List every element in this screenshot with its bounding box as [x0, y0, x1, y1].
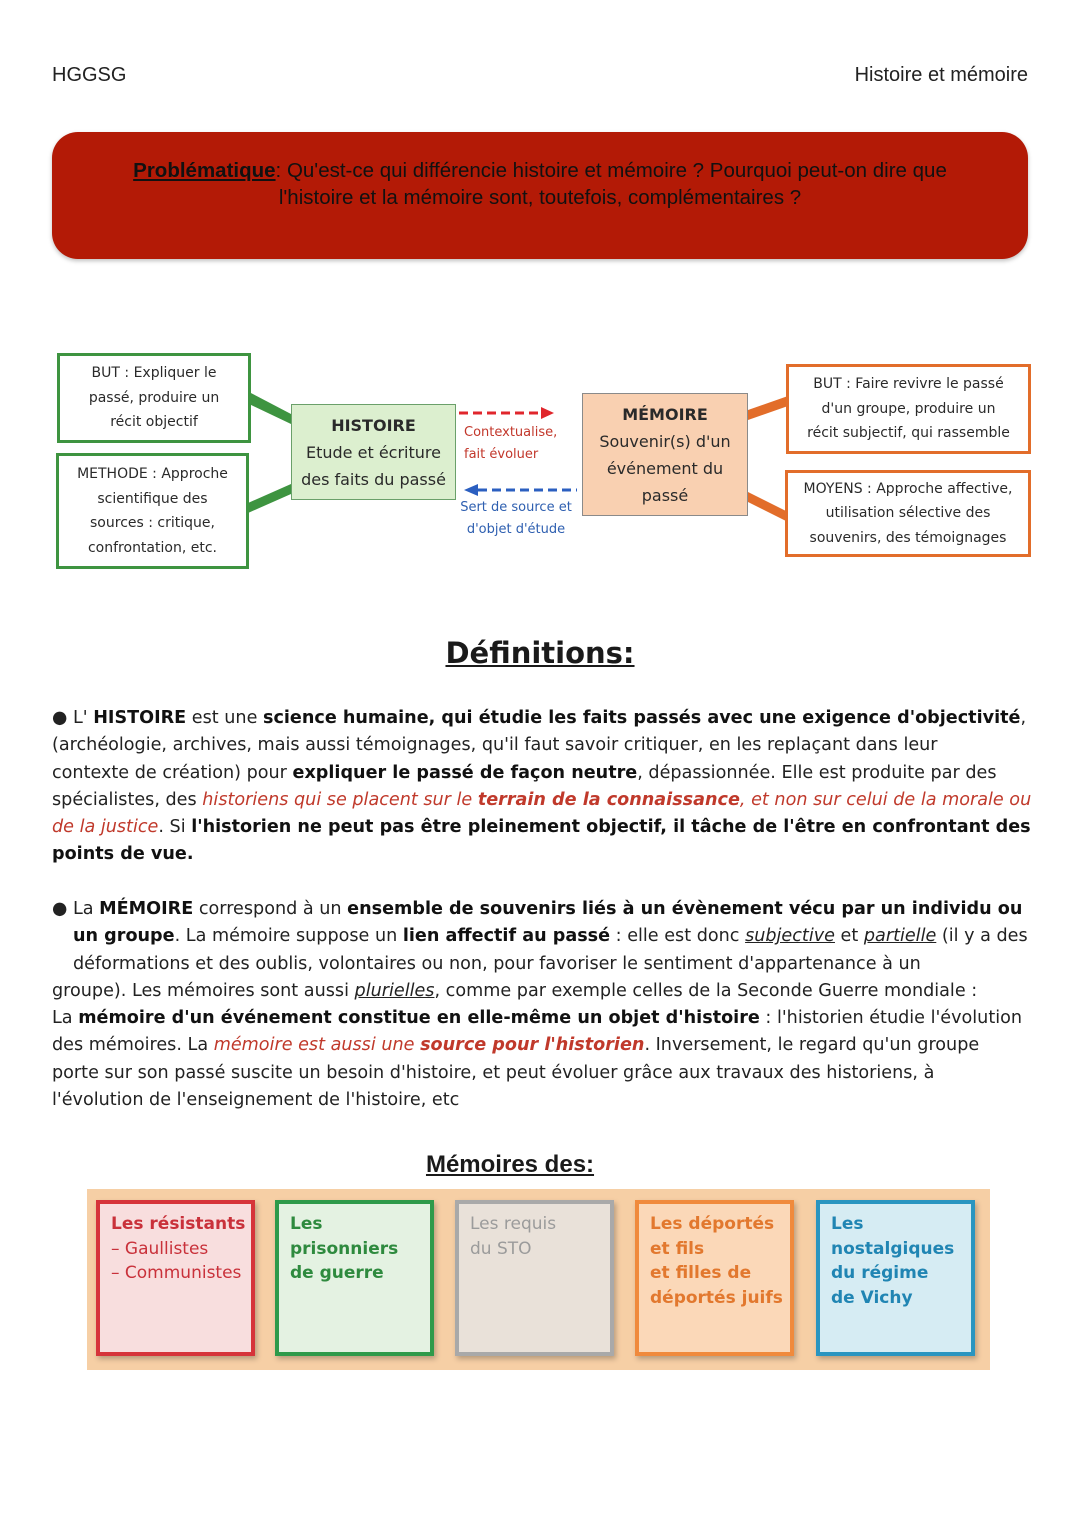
but-histoire-line: passé, produire un — [88, 389, 220, 406]
card-line: Les — [831, 1214, 864, 1234]
histoire-line: des faits du passé — [301, 469, 446, 489]
memoire-card-sto — [455, 1200, 614, 1356]
memoire-line: événement du — [606, 458, 724, 478]
arrow-head-left — [464, 484, 478, 496]
memoire-card-prisonniers — [275, 1200, 434, 1356]
card-line: de guerre — [290, 1263, 384, 1284]
header-subject: HGGSG — [52, 64, 127, 86]
card-line: nostalgiques — [831, 1238, 955, 1259]
memoires-title: Mémoires des: — [425, 1151, 595, 1178]
arrow-head-right — [541, 407, 554, 419]
memoire-line: Souvenir(s) d'un — [599, 431, 731, 451]
card-line: du régime — [831, 1263, 929, 1284]
moyens-box — [785, 470, 1031, 557]
methode-line: METHODE : Approche — [77, 466, 228, 482]
methode-box — [56, 453, 249, 569]
moyens-line: utilisation sélective des — [825, 505, 991, 522]
card-line: – Communistes — [111, 1263, 242, 1284]
memoire-box — [582, 393, 748, 516]
connector-moyens — [748, 492, 788, 522]
connector-but-memoire — [748, 396, 788, 420]
but-histoire-box — [57, 353, 251, 443]
arrow-right-label — [464, 422, 557, 466]
card-line: Les — [290, 1214, 323, 1234]
methode-line: scientifique des — [97, 490, 208, 507]
arrow-left-label-line: Sert de source et — [460, 500, 572, 515]
histoire-title: HISTOIRE — [331, 415, 416, 435]
histoire-line: Etude et écriture — [306, 442, 441, 462]
problematique-line2: l'histoire et la mémoire sont, toutefois, complémentaires ? — [278, 186, 802, 209]
but-histoire-line: récit objectif — [110, 414, 198, 431]
but-memoire-box — [786, 364, 1031, 454]
card-line: déportés juifs — [650, 1287, 783, 1308]
card-line: du STO — [470, 1238, 532, 1259]
histoire-box — [291, 404, 456, 500]
but-histoire-line: BUT : Expliquer le — [91, 365, 217, 382]
problematique-line1: : Qu'est-ce qui différencie histoire et mémoire ? Pourquoi peut-on dire que — [275, 159, 947, 182]
arrow-right-label-line: Contextualise, — [464, 425, 558, 440]
moyens-line: MOYENS : Approche affective, — [803, 480, 1013, 497]
memoire-card-deportes — [635, 1200, 794, 1356]
bullet-icon: ● — [52, 899, 68, 919]
methode-line: confrontation, etc. — [87, 539, 217, 556]
definition-histoire: ● L' HISTOIRE est une science humaine, qui étudie les faits passés avec une exigence d'objectivité, (archéologie, archives, mais aussi témoignages, qu'il faut savoir critiquer, en les replaçant dans leur contexte de création) pour expliquer le passé de façon neutre, dépassionnée. Elle est produite par des spécialistes, des historiens qui se placent sur le terrain de la connaissance, et non sur celui de la morale ou de la justice. Si l'historien ne peut pas être pleinement objectif, il tâche de l'être en confrontant des points de vue. — [52, 708, 1032, 865]
arrow-left-label — [455, 497, 577, 541]
memoire-card-resistants — [96, 1200, 255, 1356]
arrow-right-label-line: fait évoluer — [464, 447, 539, 462]
connector-methode — [248, 484, 291, 513]
card-line: et filles de — [650, 1263, 752, 1284]
but-memoire-line: BUT : Faire revivre le passé — [813, 376, 1004, 393]
problematique-label: Problématique — [133, 159, 276, 182]
card-line: prisonniers — [290, 1238, 399, 1259]
card-line: – Gaullistes — [111, 1238, 209, 1259]
bullet-icon: ● — [52, 708, 68, 728]
but-memoire-line: d'un groupe, produire un — [821, 400, 996, 417]
definition-memoire: ● La MÉMOIRE correspond à un ensemble de souvenirs liés à un évènement vécu par un individu ou un groupe. La mémoire suppose un lien affectif au passé : elle est donc subjective et partielle (il y a des déformations et des oublis, volontaires ou non, pour favoriser le sentiment d'appartenance à un groupe). Les mémoires sont aussi plurielles, comme par exemple celles de la Seconde Guerre mondiale : La mémoire d'un événement constitue en elle-même un objet d'histoire : l'historien étudie l'évolution des mémoires. La mémoire est aussi une source pour l'historien. Inversement, le regard qu'un groupe porte sur son passé suscite un besoin d'histoire, et peut évoluer grâce aux travaux des historiens, à l'évolution de l'enseignement de l'histoire, etc — [52, 899, 1028, 1111]
card-line: Les résistants — [111, 1214, 246, 1234]
card-line: Les requis — [470, 1214, 557, 1234]
memoire-card-vichy — [816, 1200, 975, 1356]
card-line: et fils — [650, 1238, 705, 1259]
header-chapter-title: Histoire et mémoire — [854, 64, 1028, 86]
connector-but-histoire — [249, 392, 291, 424]
card-line: Les déportés — [650, 1214, 775, 1234]
methode-line: sources : critique, — [90, 515, 215, 531]
memoire-title: MÉMOIRE — [622, 404, 708, 424]
but-memoire-line: récit subjectif, qui rassemble — [807, 425, 1010, 442]
arrow-left-label-line: d'objet d'étude — [466, 522, 566, 537]
memoire-line: passé — [641, 485, 689, 505]
moyens-line: souvenirs, des témoignages — [809, 529, 1007, 546]
definitions-title: Définitions: — [445, 636, 635, 670]
card-line: de Vichy — [831, 1287, 913, 1308]
